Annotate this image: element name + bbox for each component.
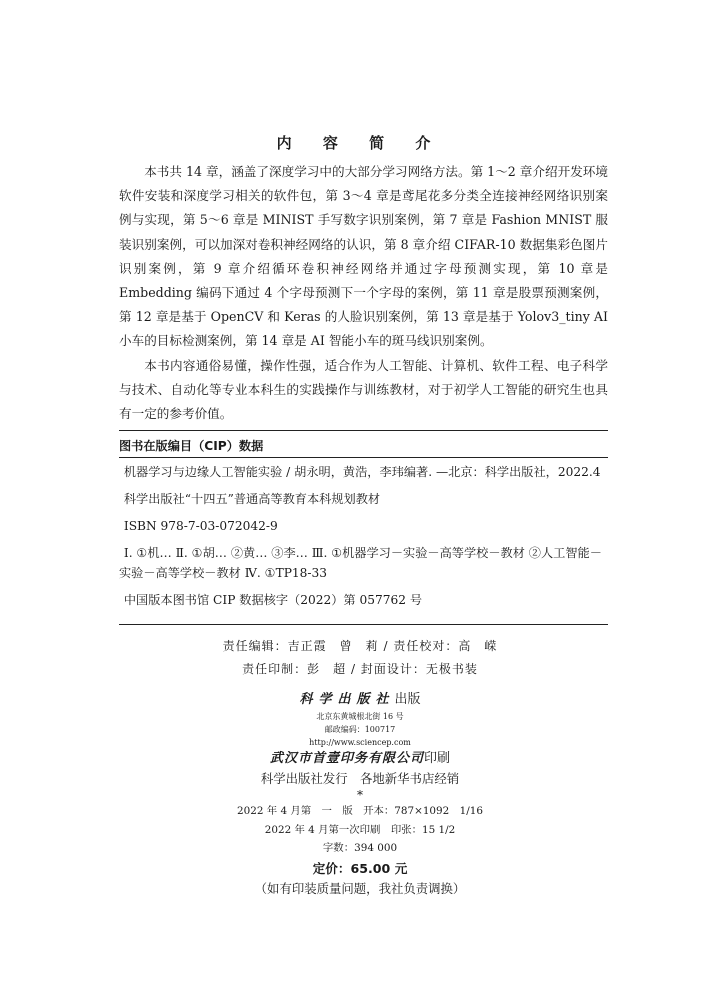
editor-credit: 责任编辑：吉正霞 曾 莉 / 责任校对：高 嵘 [222,639,498,653]
word-count: 字数：394 000 [322,842,398,854]
publisher-suffix: 出版 [394,692,421,707]
price: 定价：65.00 元 [312,860,408,876]
imprint [0,690,720,899]
cip-heading-rule [119,457,608,458]
book-summary [119,160,608,426]
summary-paragraph-1: 本书共 14 章，涵盖了深度学习中的大部分学习网络方法。第 1～2 章介绍开发环境软件安装和深度学习相关的软件包，第 3～4 章是鸢尾花多分类全连接神经网络识别案例与实现，第 5～6 章是 MINIST 手写数字识别案例，第 7 章是 Fashion MNIST 服装识别案例，可以加深对卷积神经网络的认识，第 8 章介绍 CIFAR-10 数据集彩色图片识别案例，第 9 章介绍循环卷积神经网络并通过字母预测实现，第 10 章是 Embedding 编码下通过 4 个字母预测下一个字母的案例，第 11 章是股票预测案例，第 12 章是基于 OpenCV 和 Keras 的人脸识别案例，第 13 章是基于 Yolov3_tiny AI 小车的目标检测案例，第 14 章是 AI 智能小车的斑马线识别案例。 [119,164,608,349]
credits [0,635,720,681]
publisher-postcode: 邮政编码：100717 [324,725,396,734]
cip-top-rule [119,430,608,431]
printing-line: 2022 年 4 月第一次印刷 印张：15 1/2 [264,823,456,836]
page-title: 内 容 简 介 [276,134,444,152]
production-credit: 责任印制：彭 超 / 封面设计：无极书装 [242,662,478,676]
cip-heading: 图书在版编目（CIP）数据 [119,439,264,453]
publisher-logo: 科学出版社 [299,692,395,707]
printer-logo: 武汉市首壹印务有限公司 [269,751,424,766]
quality-notice: （如有印装质量问题，我社负责调换） [254,880,466,896]
cip-bottom-rule [119,624,608,625]
edition-line: 2022 年 4 月第 一 版 开本：787×1092 1/16 [237,805,483,817]
printer-suffix: 印刷 [424,751,451,766]
separator-star: * [357,788,363,802]
publisher-url: http://www.sciencep.com [309,738,411,747]
cip-isbn: ISBN 978-7-03-072042-9 [123,519,278,533]
publisher-address: 北京东黄城根北街 16 号 [316,712,404,721]
cip-series-line: 科学出版社“十四五”普通高等教育本科规划教材 [123,492,381,506]
printer-line [0,749,720,769]
distribution-line: 科学出版社发行 各地新华书店经销 [260,771,460,786]
publisher-line [0,690,720,710]
cip-title-line: 机器学习与边缘人工智能实验 / 胡永明，黄浩，李玮编著. —北京：科学出版社，2022.4 [123,465,601,479]
cip-number: 中国版本图书馆 CIP 数据核字（2022）第 057762 号 [123,593,423,607]
summary-paragraph-2: 本书内容通俗易懂，操作性强，适合作为人工智能、计算机、软件工程、电子科学与技术、自动化等专业本科生的实践操作与训练教材，对于初学人工智能的研究生也具有一定的参考价值。 [119,357,608,422]
cip-block [119,462,608,617]
cip-classification: Ⅰ. ①机… Ⅱ. ①胡… ②黄… ③李… Ⅲ. ①机器学习－实验－高等学校－教材 ②人工智能－实验－高等学校－教材 Ⅳ. ①TP18-33 [119,546,602,580]
